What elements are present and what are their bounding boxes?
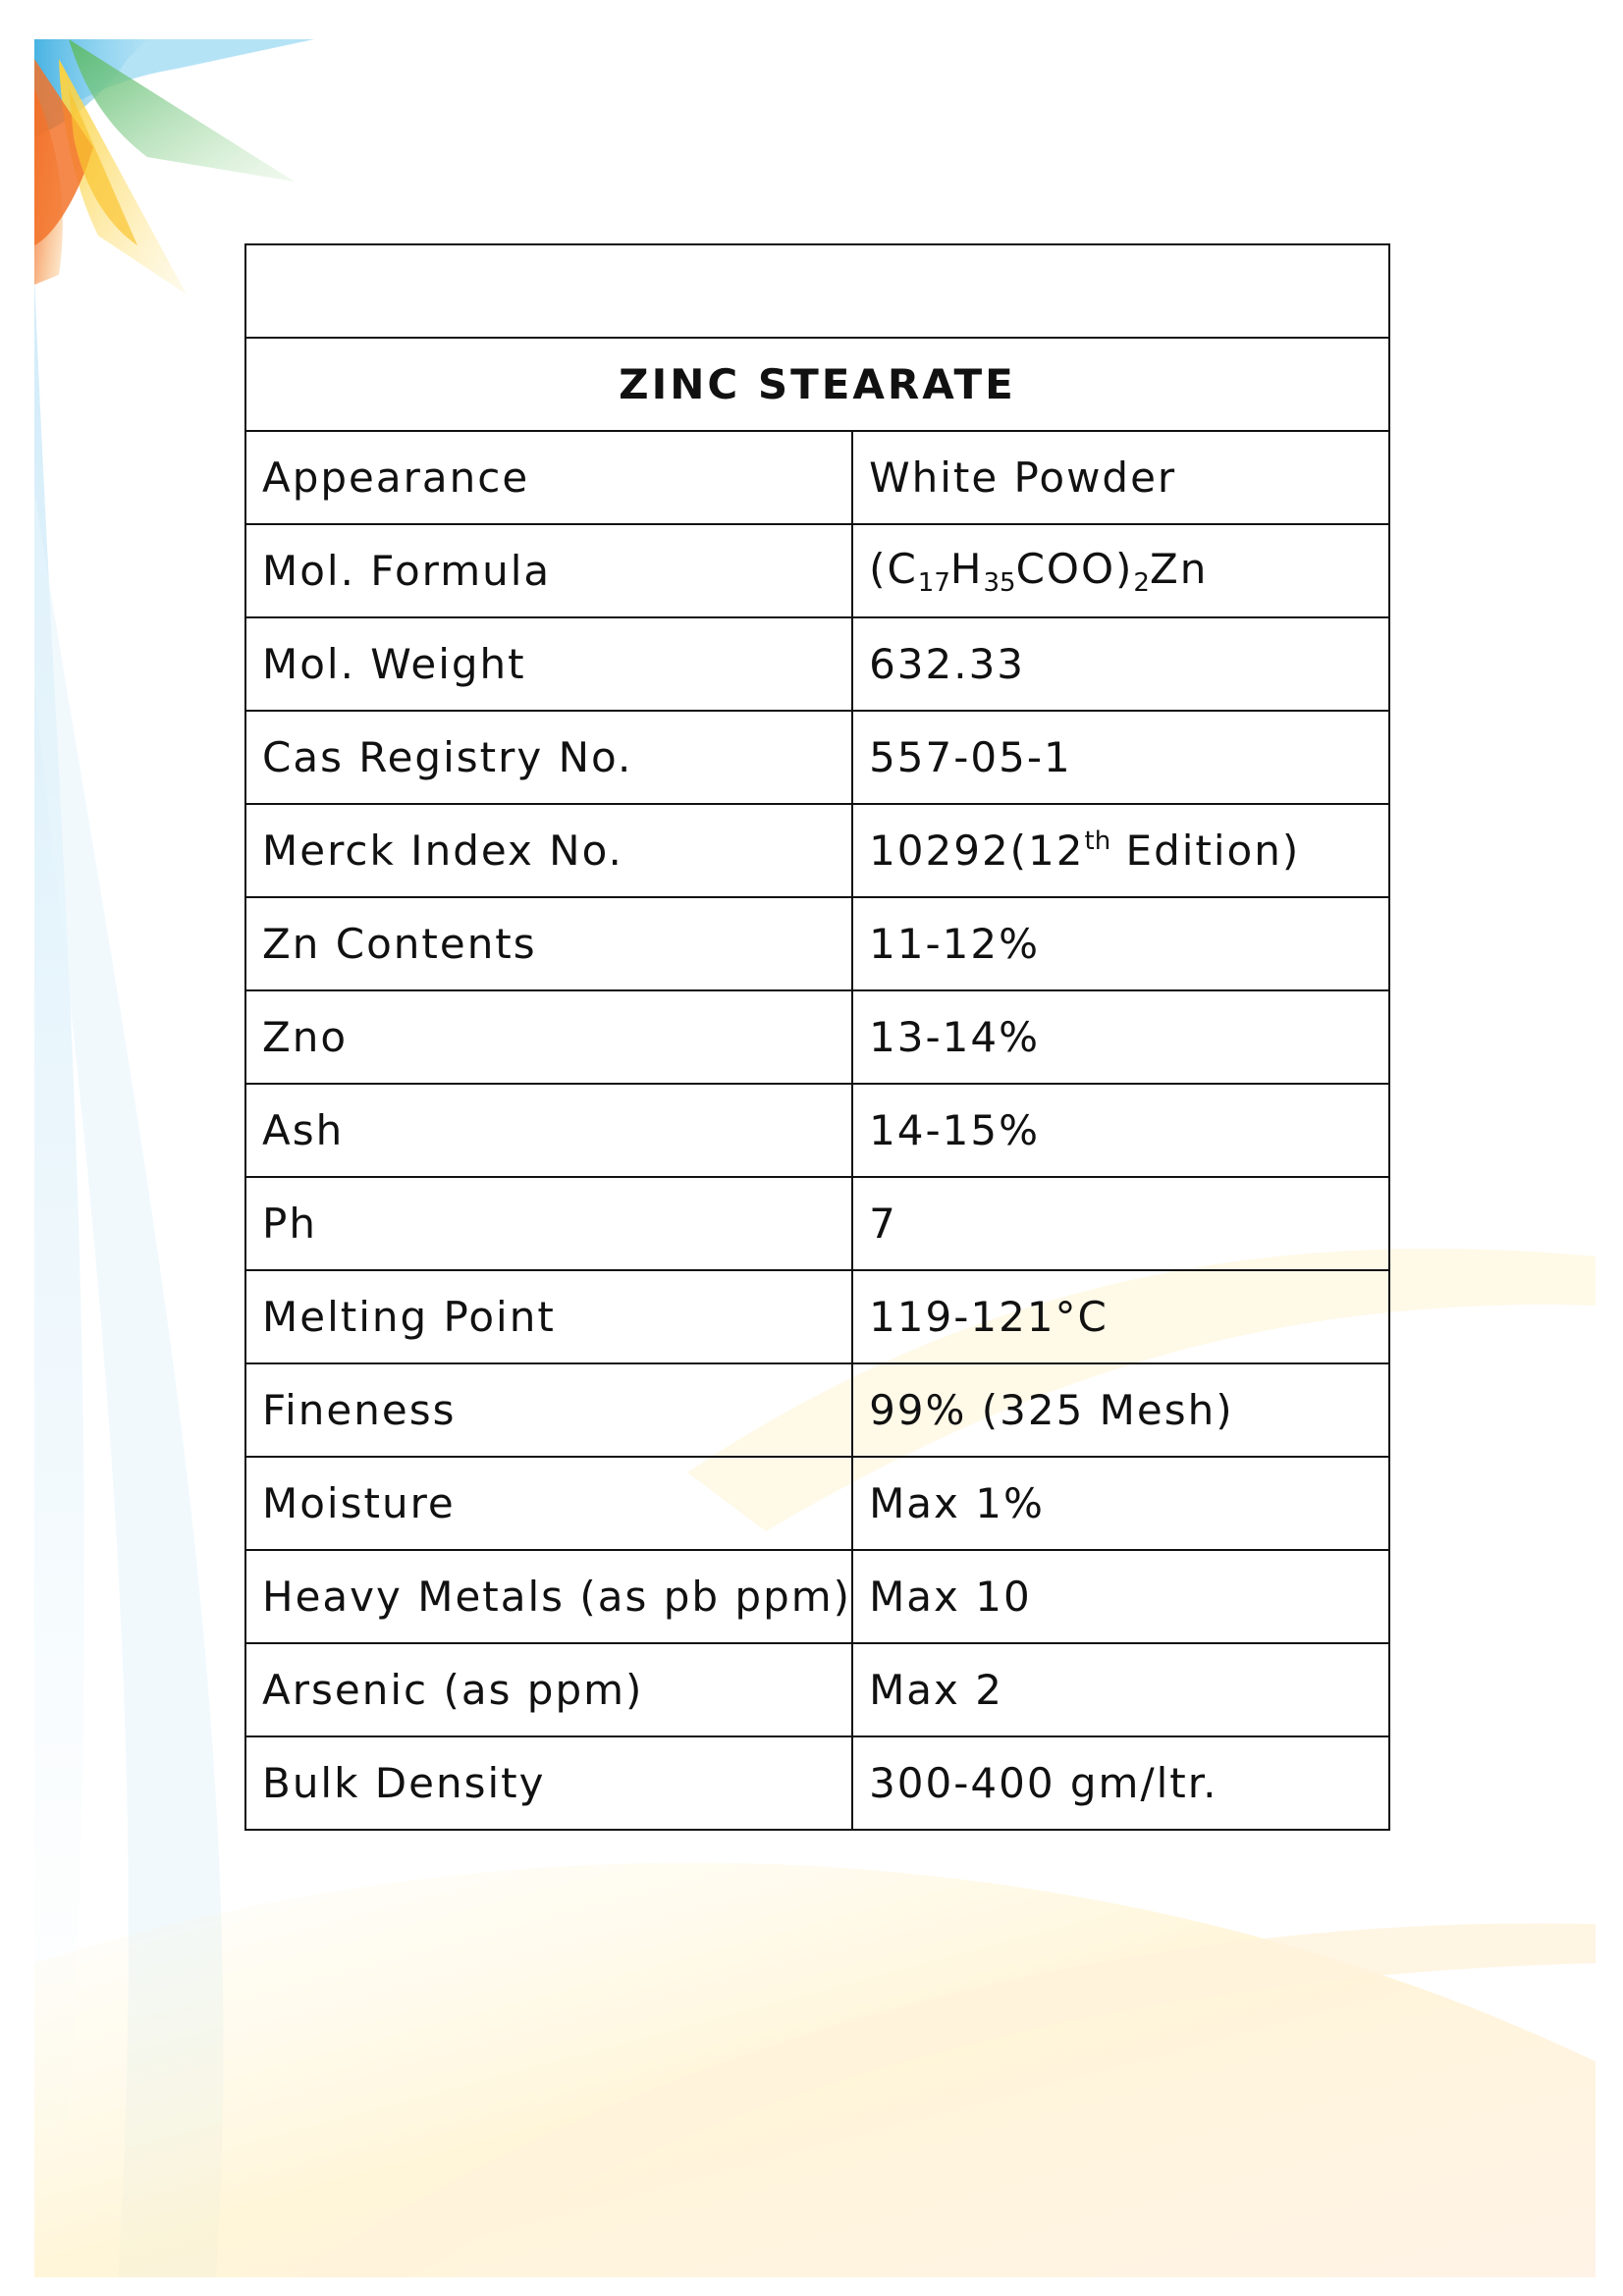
table-row: [245, 1736, 1389, 1830]
formula-subscript: 35: [983, 567, 1016, 598]
value-cell: 11-12%: [852, 897, 1389, 990]
merck-superscript: th: [1084, 827, 1111, 856]
property-cell: Bulk Density: [245, 1736, 852, 1830]
value-cell: 99% (325 Mesh): [852, 1363, 1389, 1457]
property-cell: Merck Index No.: [245, 804, 852, 897]
table-header-blank-row: [245, 244, 1389, 338]
table-row: [245, 1177, 1389, 1270]
formula-part: COO): [1015, 544, 1134, 593]
table-row: [245, 524, 1389, 617]
formula-value-cell: [852, 524, 1389, 617]
value-cell: 119-121°C: [852, 1270, 1389, 1363]
property-cell: Mol. Weight: [245, 617, 852, 711]
table-row: [245, 1270, 1389, 1363]
value-cell: 14-15%: [852, 1084, 1389, 1177]
formula-subscript: 2: [1133, 567, 1150, 598]
property-cell: Zno: [245, 990, 852, 1084]
property-cell: Appearance: [245, 431, 852, 524]
property-cell: Melting Point: [245, 1270, 852, 1363]
table-row: [245, 990, 1389, 1084]
formula-subscript: 17: [917, 567, 950, 598]
property-cell: Arsenic (as ppm): [245, 1643, 852, 1736]
merck-value-cell: [852, 804, 1389, 897]
value-cell: Max 1%: [852, 1457, 1389, 1550]
formula-part: H: [949, 544, 984, 593]
table-row: [245, 1643, 1389, 1736]
table-row: [245, 1363, 1389, 1457]
value-cell: 13-14%: [852, 990, 1389, 1084]
table-row: [245, 897, 1389, 990]
table-row: [245, 617, 1389, 711]
table-row: [245, 711, 1389, 804]
table-row: [245, 804, 1389, 897]
formula-part: Zn: [1149, 544, 1209, 593]
spec-table: [244, 243, 1390, 1831]
value-cell: Max 2: [852, 1643, 1389, 1736]
property-cell: Mol. Formula: [245, 524, 852, 617]
table-row: [245, 1457, 1389, 1550]
value-cell: 557-05-1: [852, 711, 1389, 804]
property-cell: Fineness: [245, 1363, 852, 1457]
table-title-row: [245, 338, 1389, 431]
value-cell: 632.33: [852, 617, 1389, 711]
property-cell: Cas Registry No.: [245, 711, 852, 804]
merck-part: 10292(12: [869, 827, 1085, 875]
property-cell: Heavy Metals (as pb ppm): [245, 1550, 852, 1643]
value-cell: Max 10: [852, 1550, 1389, 1643]
value-cell: White Powder: [852, 431, 1389, 524]
property-cell: Moisture: [245, 1457, 852, 1550]
property-cell: Ph: [245, 1177, 852, 1270]
merck-part: Edition): [1110, 827, 1301, 875]
blank-header-cell: [245, 244, 1389, 338]
table-row: [245, 1084, 1389, 1177]
product-title: ZINC STEARATE: [245, 338, 1389, 431]
property-cell: Zn Contents: [245, 897, 852, 990]
value-cell: 7: [852, 1177, 1389, 1270]
value-cell: 300-400 gm/ltr.: [852, 1736, 1389, 1830]
formula-part: (C: [869, 544, 918, 593]
table-row: [245, 1550, 1389, 1643]
property-cell: Ash: [245, 1084, 852, 1177]
table-row: [245, 431, 1389, 524]
